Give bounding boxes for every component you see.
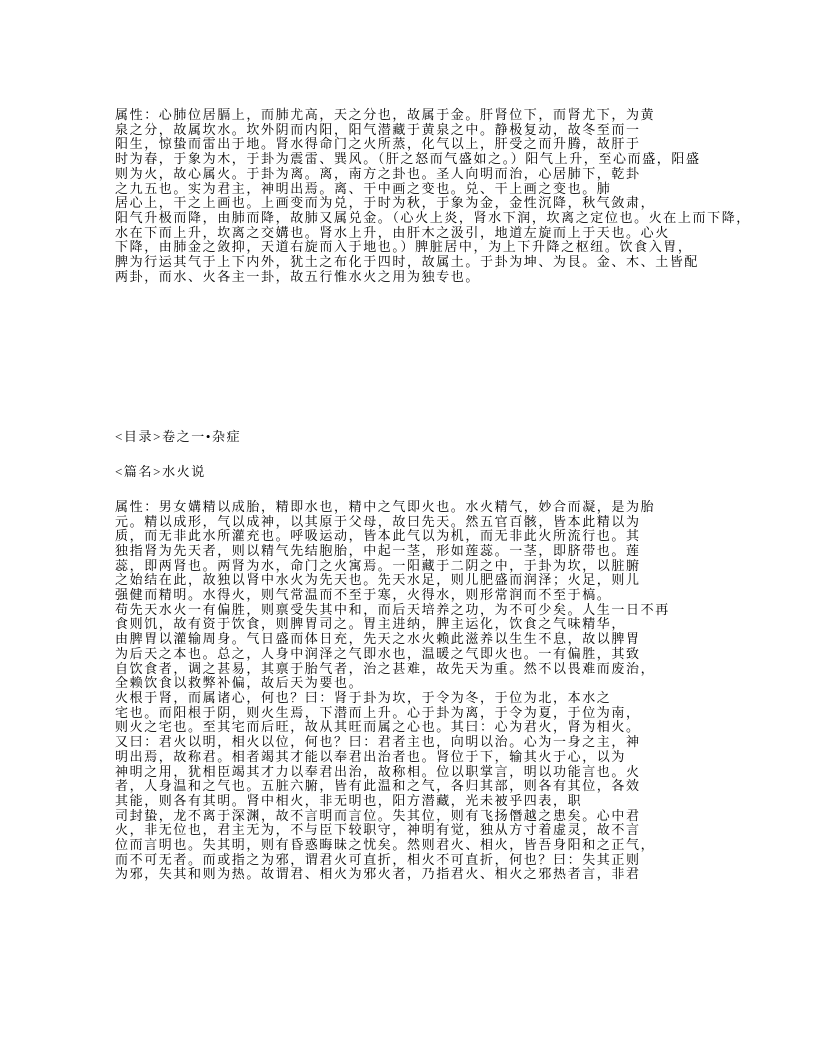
text-line: 神明之用，犹相臣竭其才力以奉君出治，故称相。位以职掌言，明以功能言也。火 [115, 763, 641, 779]
document-content [115, 107, 751, 882]
text-line: 其能，则各有其明。肾中相火，非无明也，阳方潜藏，光未被乎四表，职 [115, 792, 583, 808]
toc-heading: <目录>卷之一•杂症 [115, 429, 242, 445]
text-line: 蕊，即两肾也。两肾为水，命门之火寓焉。一阳藏于二阴之中，于卦为坎，以脏腑 [115, 557, 641, 573]
text-line: 独指肾为先天者，则以精气先结胞胎，中起一茎，形如莲蕊。一茎，即脐带也。莲 [115, 542, 641, 558]
text-line: 下降，由肺金之敛抑，天道右旋而入于地也。）脾脏居中，为上下升降之枢纽。饮食入胃， [115, 239, 693, 255]
text-line: 者，人身温和之气也。五脏六腑，皆有此温和之气，各归其部，则各有其位，各效 [115, 778, 641, 794]
text-line: 质，而无非此水所灌充也。呼吸运动，皆本此气以为机，而无非此火所流行也。其 [115, 528, 641, 544]
text-line: 则为火，故心属火。于卦为离。离，南方之卦也。圣人向明而治，心居肺下，乾卦 [115, 165, 641, 181]
text-line: 泉之分，故属坎水。坎外阴而内阳，阳气潜藏于黄泉之中。静极复动，故冬至而一 [115, 121, 641, 137]
text-line: 火根于肾，而属诸心，何也？曰：肾于卦为坎，于令为冬，于位为北，本水之 [115, 689, 612, 705]
text-line: 脾为行运其气于上下内外，犹土之布化于四时，故属土。于卦为坤、为艮。金、木、土皆配 [115, 254, 700, 270]
text-line: 属性：心肺位居膈上，而肺尤高，天之分也，故属于金。肝肾位下，而肾尤下，为黄 [115, 107, 656, 122]
text-line: 又曰：君火以明，相火以位，何也？曰：君者主也，向明以治。心为一身之主，神 [115, 734, 641, 750]
text-line: 水在下而上升，坎离之交媾也。肾水上升，由肝木之汲引，地道左旋而上于天也。心火 [115, 224, 670, 240]
text-line: 属性：男女媾精以成胎，精即水也，精中之气即火也。水火精气，妙合而凝，是为胎 [115, 498, 656, 514]
text-line: 之始结在此，故独以肾中水火为先天也。先天水足，则儿肥盛而润泽；火足，则儿 [115, 572, 641, 588]
text-line: 阳气升极而降，由肺而降，故肺又属兑金。（心火上炎，肾水下润，坎离之定位也。火在上而下降， [115, 209, 751, 225]
text-line: 强健而精明。水得火，则气常温而不至于寒，火得水，则形常润而不至于槁。 [115, 587, 612, 603]
text-line: 为邪，失其和则为热。故谓君、相火为邪火者，乃指君火、相火之邪热者言，非君 [115, 866, 641, 882]
text-line: 苟先天水火一有偏胜，则禀受失其中和，而后天培养之功，为不可少矣。人生一日不再 [115, 601, 670, 617]
text-line: 位而言明也。失其明，则有昏惑晦昧之忧矣。然则君火、相火，皆吾身阳和之正气， [115, 837, 656, 853]
text-line: 明出焉，故称君。相者竭其才能以奉君出治者也。肾位于下，输其火于心，以为 [115, 748, 627, 764]
text-line: 元。精以成形，气以成神，以其原于父母，故曰先天。然五官百骸，皆本此精以为 [115, 513, 641, 529]
text-line: 两卦，而水、火各主一卦，故五行惟水火之用为独专也。 [115, 268, 481, 284]
text-line: 自饮食者，调之甚易，其禀于胎气者，治之甚难，故先天为重。然不以畏难而废治， [115, 660, 656, 676]
text-line: 宅也。而阳根于阴，则火生焉，下潜而上升。心于卦为离，于令为夏，于位为南， [115, 704, 641, 720]
chapter-heading: <篇名>水火说 [115, 464, 206, 480]
paragraph-body [115, 500, 726, 882]
text-line: 阳生，惊蛰而雷出于地。肾水得命门之火所蒸，化气以上，肝受之而升腾，故肝于 [115, 136, 641, 152]
text-line: 为后天之本也。总之，人身中润泽之气即水也，温暖之气即火也。一有偏胜，其致 [115, 645, 641, 661]
text-line: 司封蛰，龙不离于深渊，故不言明而言位。失其位，则有飞扬僭越之患矣。心中君 [115, 807, 641, 823]
text-line: 食则饥，故有资于饮食，则脾胃司之。胃主进纳，脾主运化，饮食之气味精华， [115, 616, 627, 632]
text-line: 时为春，于象为木，于卦为震雷、巽风。（肝之怒而气盛如之。）阳气上升，至心而盛，阳盛 [115, 151, 701, 167]
text-line: 火，非无位也，君主无为，不与臣下较职守，神明有觉，独从方寸着虚灵，故不言 [115, 822, 641, 838]
paragraph-intro [115, 107, 751, 284]
text-line: 之九五也。实为君主，神明出焉。离、干中画之变也。兑、干上画之变也。肺 [115, 180, 612, 196]
text-line: 而不可无者。而或指之为邪，谓君火可直折，相火不可直折，何也？曰：失其正则 [115, 851, 641, 867]
text-line: 居心上，干之上画也。上画变而为兑，于时为秋，于象为金，金性沉降，秋气敛肃， [115, 195, 656, 211]
text-line: 则火之宅也。至其宅而后旺，故从其旺而属之心也。其曰：心为君火，肾为相火。 [115, 719, 641, 735]
text-line: 全赖饮食以救弊补偏，故后天为要也。 [115, 675, 364, 691]
text-line: 由脾胃以灌输周身。气日盛而体日充，先天之水火赖此滋养以生生不息，故以脾胃 [115, 631, 641, 647]
